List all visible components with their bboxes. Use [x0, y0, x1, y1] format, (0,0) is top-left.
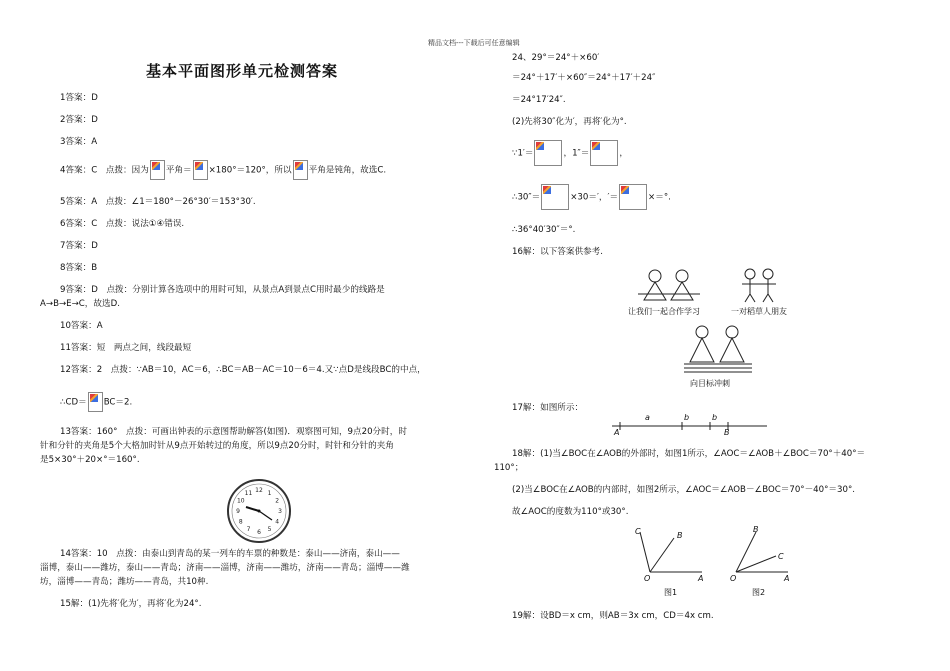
answer-5: 5答案：A 点拨：∠1＝180°－26°30′＝153°30′.: [60, 197, 256, 207]
clock-numeral: 4: [275, 518, 280, 526]
answer-1: 1答案：D: [60, 93, 98, 103]
figure-16-caption-1: 让我们一起合作学习: [628, 307, 700, 316]
clock-numeral: 2: [275, 497, 280, 505]
answer-24-line6-a: ∴30″＝: [512, 192, 541, 203]
answer-14-line3: 坊，淄博——青岛；潍坊——青岛，共10种.: [40, 577, 209, 587]
answer-19: 19解：设BD＝x cm，则AB＝3x cm，CD＝4x cm.: [512, 611, 714, 621]
clock-numeral: 11: [244, 489, 253, 497]
answer-9-line2: A→B→E→C，故选D.: [40, 299, 120, 309]
answer-7: 7答案：D: [60, 241, 98, 251]
watermark: 精品文档---下载后可任意编辑: [428, 39, 520, 47]
answer-15: 15解：(1)先将′化为′，再将′化为24°.: [60, 599, 202, 609]
figure-1-label-O: O: [644, 574, 651, 583]
answer-18-line4: 故∠AOC的度数为110°或30°.: [512, 507, 629, 517]
answer-17: 17解：如图所示：: [512, 403, 584, 413]
figure-17-label-B: B: [724, 428, 730, 437]
answer-24-line7: ∴36°40′30″＝°.: [512, 225, 576, 235]
clock-numeral: 10: [236, 497, 245, 505]
answer-24-line5-a: ∵1′＝: [512, 148, 534, 159]
answer-24-line6-b: ×30＝′，′＝: [570, 192, 619, 203]
answer-18-line1: 18解：(1)当∠BOC在∠AOB的外部时，如图1所示，∠AOC＝∠AOB＋∠BOC＝70°＋40°＝: [512, 449, 866, 459]
answer-8: 8答案：B: [60, 263, 98, 273]
answer-3: 3答案：A: [60, 137, 98, 147]
clock-numeral: 9: [236, 508, 240, 515]
answer-24-line5-c: ，: [619, 148, 628, 159]
answer-12-pre: ∴CD＝: [60, 397, 87, 408]
answer-12-line1: 12答案：2 点拨：∵AB＝10，AC＝6，∴BC＝AB－AC＝10－6＝4.又∵点D是线段BC的中点，: [60, 365, 426, 375]
answer-14-line1: 14答案：10 点拨：由泰山到青岛的某一列车的车票的种数是：泰山——济南，泰山——: [60, 549, 400, 559]
answer-24-line6: [512, 184, 671, 210]
answer-9-line1: 9答案：D 点拨：分别计算各选项中的用时可知，从景点A到景点C用时最少的线路是: [60, 285, 385, 295]
answer-24-line3: ＝24°17′24″.: [512, 95, 566, 105]
figure-2-angles: [726, 526, 806, 578]
figure-2-label-O: O: [730, 574, 737, 583]
answer-4: [60, 160, 386, 180]
fraction-image-icon: [88, 392, 103, 412]
answer-12-post: BC＝2.: [103, 397, 133, 408]
answer-14-line2: 淄博，泰山——潍坊，泰山——青岛；济南——淄博，济南——潍坊，济南——青岛；淄博——潍: [40, 563, 410, 573]
page-title: 基本平面图形单元检测答案: [146, 62, 339, 80]
answer-4-mid1: 平角＝: [165, 165, 192, 176]
answer-24-line5-b: ，1″＝: [563, 148, 590, 159]
figure-16-caption-2: 一对稻草人朋友: [731, 307, 787, 316]
answer-24-line6-c: ×＝°.: [648, 192, 671, 203]
clock-numeral: 1: [267, 489, 272, 497]
figure-16-drawings: [620, 264, 800, 394]
figure-2-label-C: C: [778, 552, 784, 561]
clock-numeral: 7: [246, 526, 251, 534]
answer-4-post: 平角是钝角，故选C.: [308, 165, 387, 176]
figure-17-label-b: b: [684, 413, 690, 422]
answer-13-line2: 针和分针的夹角是5个大格加时针从9点开始转过的角度，所以9点20分时，时针和分针的夹角: [40, 441, 394, 451]
answer-24-line4: (2)先将30″化为′，再将′化为°.: [512, 117, 627, 127]
fraction-image-icon: [193, 160, 208, 180]
answer-13-line1: 13答案：160° 点拨：可画出钟表的示意图帮助解答(如图)．观察图可知，9点20分时，时: [60, 427, 407, 437]
figure-17-label-a: a: [645, 413, 650, 422]
answer-24-line1: 24、29°＝24°＋×60′: [512, 53, 600, 63]
clock-numeral: 12: [255, 487, 263, 494]
fraction-image-icon: [619, 184, 647, 210]
answer-4-pre: 4答案：C 点拨：因为: [60, 165, 149, 176]
figure-16-caption-3: 向目标冲刺: [690, 379, 730, 388]
clock-numeral: 8: [238, 518, 243, 526]
fraction-image-icon: [293, 160, 308, 180]
fraction-image-icon: [541, 184, 569, 210]
figure-1-label-A: A: [698, 574, 704, 583]
answer-10: 10答案：A: [60, 321, 103, 331]
answer-11: 11答案：短 两点之间，线段最短: [60, 343, 192, 353]
answer-4-mid2: ×180°＝120°，所以: [208, 165, 292, 176]
answer-24-line5: [512, 140, 628, 166]
figure-17-label-b2: b: [712, 413, 718, 422]
figure-1-label-B: B: [677, 531, 683, 540]
answer-6: 6答案：C 点拨：说法①④错误.: [60, 219, 185, 229]
figure-2-label-B: B: [753, 525, 759, 534]
answer-13-line3: 是5×30°＋20×°＝160°.: [40, 455, 140, 465]
figure-2-label-A: A: [784, 574, 790, 583]
figure-1-caption: 图1: [664, 588, 678, 597]
answer-24-line2: ＝24°＋17′＋×60″＝24°＋17′＋24″: [512, 73, 656, 83]
answer-2: 2答案：D: [60, 115, 98, 125]
fraction-image-icon: [150, 160, 165, 180]
figure-2-caption: 图2: [752, 588, 766, 597]
figure-1-label-C: C: [635, 527, 641, 536]
fraction-image-icon: [534, 140, 562, 166]
clock-numeral: 6: [257, 529, 261, 536]
figure-17-label-A: A: [614, 428, 620, 437]
figure-17-segments: [612, 416, 772, 440]
answer-18-line3: (2)当∠BOC在∠AOB的内部时，如图2所示，∠AOC＝∠AOB－∠BOC＝70°－40°＝30°.: [512, 485, 855, 495]
clock-numeral: 3: [278, 508, 282, 515]
answer-18-line2: 110°；: [494, 463, 524, 473]
answer-12-line2: [60, 392, 132, 412]
answer-16: 16解：以下答案供参考.: [512, 247, 604, 257]
figure-1-angles: [630, 526, 710, 578]
fraction-image-icon: [590, 140, 618, 166]
clock-numeral: 5: [267, 526, 272, 534]
clock-figure: [226, 478, 292, 544]
